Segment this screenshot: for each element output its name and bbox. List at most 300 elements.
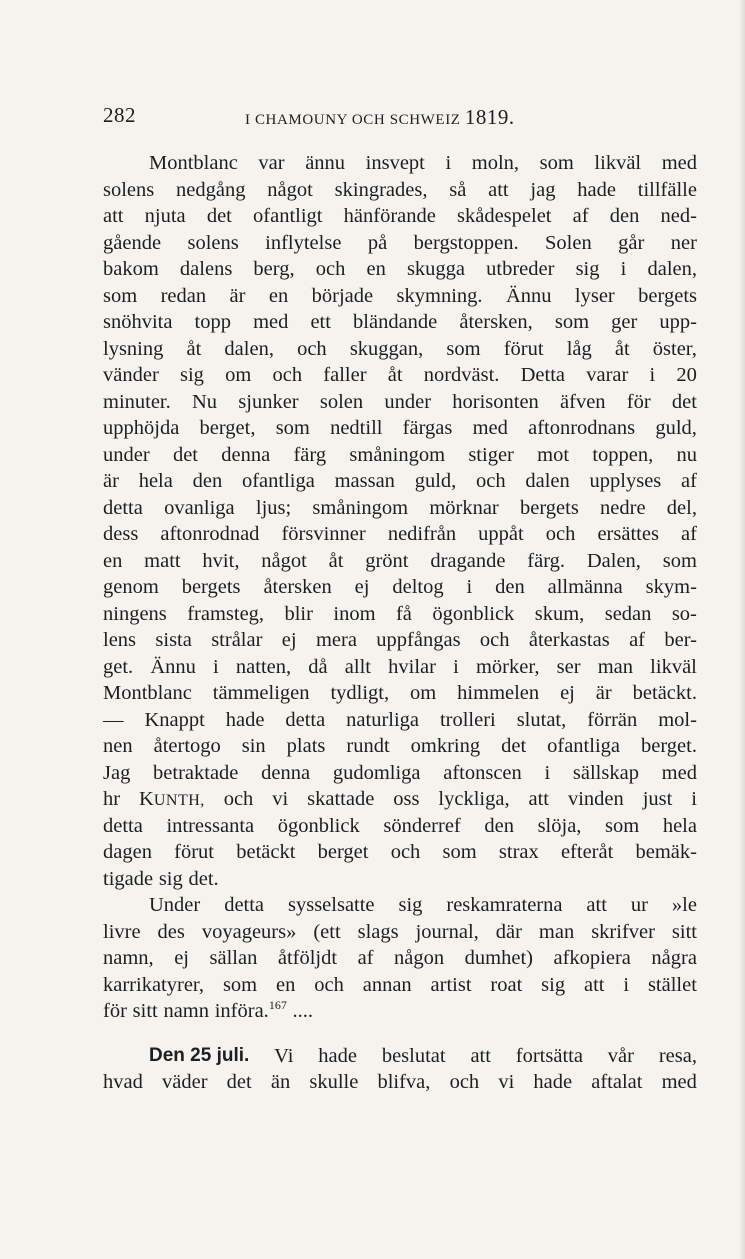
word: sig (541, 973, 566, 996)
word: livre (103, 920, 141, 943)
word: bemäk- (635, 841, 697, 863)
name-rest: UNTH, (153, 792, 205, 809)
page-header (103, 103, 697, 133)
word: del, (666, 496, 697, 519)
word: slags (357, 920, 399, 943)
word: vår (607, 1044, 634, 1067)
word: i (620, 258, 627, 280)
word: med (661, 1071, 697, 1093)
word: berg, (253, 258, 295, 280)
word: något (267, 178, 313, 201)
word: lens (103, 629, 137, 651)
word: upp- (659, 311, 697, 333)
word: gående (103, 231, 162, 254)
word: mol- (658, 708, 697, 731)
word: hade (225, 708, 265, 731)
word: bergets (638, 284, 697, 307)
word: nedgång (176, 178, 246, 201)
word: journal, (415, 920, 479, 943)
word: grönt (365, 549, 409, 572)
word: roat (490, 973, 523, 996)
word: att (103, 205, 124, 227)
word: aftonrodnad (160, 523, 260, 545)
word: bländande (353, 311, 438, 333)
word: Montblanc (149, 152, 238, 174)
word: någon (394, 947, 445, 969)
word: som (662, 549, 697, 572)
word: Jag (103, 761, 131, 784)
word: genom (103, 576, 159, 598)
word: en (268, 284, 289, 307)
word: skrifver (591, 920, 655, 943)
word: försvinner (281, 523, 366, 545)
word: nordväst. (423, 364, 500, 386)
word: där (495, 920, 522, 943)
word: sista (155, 629, 192, 651)
word: skattade (307, 788, 375, 810)
word: är (595, 682, 612, 704)
word: ser (556, 655, 581, 678)
word: som (222, 973, 258, 996)
word: skådespelet (457, 205, 552, 227)
text-line (103, 309, 697, 336)
word: beslutat (381, 1044, 446, 1067)
word: att (528, 788, 550, 810)
word: upplyses (589, 470, 662, 492)
word: och (223, 788, 254, 810)
word: att (586, 894, 607, 916)
word: detta (285, 708, 326, 731)
word: betäckt. (632, 682, 697, 704)
text-line (103, 389, 697, 416)
word: insvept (365, 152, 425, 174)
word: bergstoppen. (413, 231, 519, 254)
word: ner (670, 231, 697, 254)
word: Nu (191, 390, 218, 413)
word: återtogo (153, 735, 221, 757)
word: solens (187, 231, 239, 254)
word: som (103, 284, 138, 307)
text-line (103, 998, 697, 1025)
word: just (642, 788, 673, 810)
word: dess (103, 523, 139, 545)
entry-date: Den 25 juli. (149, 1044, 250, 1066)
text-line (103, 415, 697, 442)
word: går (618, 231, 645, 254)
word: Ännu (505, 284, 552, 307)
text-line (103, 203, 697, 230)
word: sin (241, 735, 266, 757)
text-line (103, 521, 697, 548)
text-line (103, 786, 697, 813)
word: i (691, 788, 697, 810)
word: ofantliga (547, 735, 620, 757)
word: i (213, 655, 219, 678)
word: skymning. (396, 284, 483, 307)
word: mörknar (429, 496, 499, 519)
word: för (103, 1000, 127, 1022)
word: varar (586, 364, 629, 386)
text-line (103, 892, 697, 919)
word: det (226, 1071, 252, 1093)
word: det. (188, 867, 219, 890)
word: voyageurs» (201, 920, 297, 943)
word: skym- (645, 576, 697, 598)
word: jag (530, 178, 556, 201)
word: »le (671, 894, 697, 916)
word: oss (393, 788, 420, 810)
word: likväl (650, 655, 697, 678)
word: artist (430, 973, 472, 996)
word: med (661, 761, 697, 784)
word: guld, (414, 470, 457, 492)
word: skugga (406, 258, 466, 280)
word: berget (317, 841, 369, 863)
word: denna (261, 761, 311, 784)
word: likväl (594, 152, 642, 174)
word: af (681, 470, 697, 492)
word: sig (158, 867, 183, 890)
word: som (605, 814, 640, 837)
word: horisonten (452, 390, 539, 413)
text-line (103, 866, 697, 893)
word: detta (103, 496, 143, 519)
word: ett (310, 311, 331, 333)
word: ur (630, 894, 648, 916)
word: mot (537, 443, 570, 466)
word: under (103, 443, 150, 466)
word: allt (344, 655, 371, 678)
word: ej (560, 682, 575, 704)
word: och (449, 1071, 480, 1093)
word: sig (179, 364, 204, 386)
word: minuter. (103, 390, 171, 413)
word: färgas (402, 417, 453, 439)
word: so- (671, 602, 697, 625)
text-line (103, 733, 697, 760)
text-line (103, 760, 697, 787)
word: Solen (545, 231, 592, 254)
word: omkring (410, 735, 481, 757)
word: sällan (209, 947, 258, 969)
word: en (103, 549, 123, 572)
word: bergets (519, 496, 579, 519)
word: vänder (103, 364, 159, 386)
word: äfven (560, 390, 606, 413)
word: sitt (671, 920, 697, 943)
word: återsken (263, 576, 332, 598)
word: dumhet) (464, 947, 533, 969)
word: öster, (652, 337, 697, 360)
word: något (261, 549, 307, 572)
word: under (384, 390, 432, 413)
page-number: 282 (103, 103, 136, 127)
word: återsken, (459, 311, 533, 333)
word: skulle (309, 1071, 359, 1093)
word: att (470, 1044, 491, 1067)
word: ögonblick (432, 602, 515, 625)
word: njuta (144, 205, 186, 227)
word: upphöjda (103, 417, 180, 439)
word: den (192, 470, 223, 492)
word: solen (319, 390, 364, 413)
word: namn (163, 1000, 209, 1022)
word: och (545, 523, 576, 545)
word: skum, (534, 602, 585, 625)
word: allmänna (547, 576, 623, 598)
word: uppfångas (376, 629, 461, 651)
word: som (442, 841, 477, 863)
word: hade (318, 1044, 357, 1067)
word: småningom (349, 443, 446, 466)
word: ej (174, 947, 189, 969)
word: resa, (658, 1044, 697, 1067)
word: åt (614, 337, 630, 360)
word: sällskap (572, 761, 639, 784)
word: trolleri (439, 708, 496, 731)
ellipsis: .... (292, 1000, 314, 1022)
word: Ännu (150, 655, 196, 678)
word: ögonblick (277, 814, 360, 837)
word: af (681, 523, 697, 545)
word: blifva, (377, 1071, 431, 1093)
text-line (103, 945, 697, 972)
word: hade (577, 178, 616, 201)
word: i (466, 576, 473, 598)
word: massan (334, 470, 395, 492)
word: är (229, 284, 246, 307)
word: hvit, (202, 549, 240, 572)
word: tämmeligen (212, 682, 310, 704)
word: tydligt, (330, 682, 390, 704)
word: man (538, 920, 575, 943)
word: moln, (471, 152, 520, 174)
word: sig (398, 894, 423, 916)
text-line (103, 495, 697, 522)
word: redan (160, 284, 207, 307)
word: det (206, 205, 232, 227)
word: nu (676, 443, 697, 466)
word: dragande (430, 549, 506, 572)
word: hela (138, 470, 173, 492)
word: vinden (567, 788, 624, 810)
word: att (488, 178, 509, 201)
word: skingrades, (334, 178, 428, 201)
word: och (390, 841, 421, 863)
word: hr (103, 788, 121, 810)
word: låg (566, 337, 592, 360)
word: det (501, 735, 527, 757)
word: nen (103, 735, 133, 757)
word: Dalen, (586, 549, 641, 572)
word: i (453, 655, 459, 678)
word: 20 (676, 364, 697, 386)
word: dalen, (647, 258, 697, 280)
word: i (623, 973, 630, 996)
text-line (103, 654, 697, 681)
word: utbreder (486, 258, 555, 280)
word: färg. (527, 549, 566, 572)
word: åtföljdt (277, 947, 338, 969)
word: dalen, (224, 337, 274, 360)
word: slutat, (516, 708, 567, 731)
word: ber- (664, 629, 697, 651)
word: berget, (199, 417, 256, 439)
word: förut (174, 841, 215, 863)
word: som (554, 311, 590, 333)
word: efteråt (560, 841, 614, 863)
word: med (472, 417, 508, 439)
word: Vi (274, 1044, 294, 1067)
word: namn, (103, 947, 154, 969)
footnote-reference: 167 (268, 998, 287, 1013)
text-line (103, 230, 697, 257)
word: åt (387, 364, 403, 386)
word: var (258, 152, 285, 174)
word: sysselsatte (287, 894, 375, 916)
word: slöja, (537, 814, 582, 837)
word: uppåt (478, 523, 524, 545)
word: sitt (132, 1000, 158, 1022)
word: sedan (604, 602, 652, 625)
text-line (103, 362, 697, 389)
name-initial: K (139, 788, 154, 810)
text-line (103, 813, 697, 840)
word: hvad (103, 1071, 143, 1093)
word: förrän (587, 708, 638, 731)
word: hvilar (388, 655, 436, 678)
word: toppen, (592, 443, 654, 466)
word: några (651, 947, 697, 969)
word: väder (162, 1071, 208, 1093)
word: åt (186, 337, 202, 360)
word: ljus; (255, 496, 292, 519)
word: och (476, 470, 506, 492)
word: ger (611, 311, 638, 333)
word: intressanta (166, 814, 255, 837)
word: ej (354, 576, 370, 598)
word: inom (333, 602, 376, 625)
word: tigade (103, 867, 154, 890)
word: guld, (655, 417, 697, 439)
word: den (495, 576, 525, 598)
word: mörker, (475, 655, 540, 678)
word: reskamraterna (446, 894, 563, 916)
text-line (103, 627, 697, 654)
word: började (311, 284, 374, 307)
word: nedtill (330, 417, 383, 439)
word: afkopiera (553, 947, 631, 969)
word: sig (575, 258, 600, 280)
word: ned- (660, 205, 697, 227)
word: om (410, 682, 437, 704)
word: annan (362, 973, 412, 996)
running-title-year: 1819. (464, 105, 515, 129)
word: en (366, 258, 386, 280)
text-line (103, 919, 697, 946)
text-line (103, 283, 697, 310)
text-line (103, 177, 697, 204)
text-line (103, 972, 697, 999)
text-line (103, 336, 697, 363)
word: stället (647, 973, 697, 996)
word: med (253, 311, 289, 333)
word: Montblanc (103, 682, 192, 704)
word: att (583, 973, 605, 996)
word: den (484, 814, 514, 837)
word: som (539, 152, 574, 174)
word: nedre (600, 496, 646, 519)
word: och (479, 629, 510, 651)
word: karrikatyrer, (103, 973, 205, 996)
word: aftonscen (443, 761, 522, 784)
paragraph-gap (103, 1025, 697, 1043)
word: betäckt (236, 841, 296, 863)
word: bakom (103, 258, 159, 280)
word: framsteg, (187, 602, 265, 625)
word: sjunker (238, 390, 299, 413)
running-title (245, 105, 515, 130)
word: berget. (640, 735, 697, 757)
word: få (395, 602, 412, 625)
word: lyckliga, (438, 788, 510, 810)
word: aftalat (591, 1071, 643, 1093)
word: topp (194, 311, 231, 333)
text-line (103, 256, 697, 283)
word: des (157, 920, 185, 943)
word: återkastas (528, 629, 610, 651)
word: natten, (235, 655, 292, 678)
word: blir (284, 602, 313, 625)
word: ofantligt (253, 205, 323, 227)
word: deltog (392, 576, 444, 598)
word: den (609, 205, 640, 227)
word: hänförande (343, 205, 436, 227)
word: det (671, 390, 697, 413)
word: och (314, 973, 344, 996)
word: i (649, 364, 656, 386)
word: skuggan, (349, 337, 424, 360)
word: fortsätta (515, 1044, 583, 1067)
word: tillfälle (637, 178, 697, 201)
word: än (270, 1071, 291, 1093)
word: småningom (312, 496, 409, 519)
word: sönderref (383, 814, 461, 837)
word: himmelen (457, 682, 540, 704)
word: strax (498, 841, 539, 863)
word: då (308, 655, 328, 678)
word: detta (224, 894, 265, 916)
word: Under (149, 894, 201, 916)
word: snöhvita (103, 311, 173, 333)
word: nedifrån (387, 523, 457, 545)
word: om (225, 364, 252, 386)
word: förut (503, 337, 544, 360)
word: betraktade (153, 761, 239, 784)
text-line (103, 839, 697, 866)
word: strålar (211, 629, 263, 651)
word: ännu (305, 152, 346, 174)
word: af (572, 205, 589, 227)
word: så (449, 178, 467, 201)
word: en (276, 973, 296, 996)
word: mera (315, 629, 357, 651)
running-title-text: I CHAMOUNY OCH SCHWEIZ (245, 112, 461, 128)
word: aftonrodnans (528, 417, 636, 439)
word: och (297, 337, 327, 360)
word: vi (498, 1071, 515, 1093)
word: rundt (346, 735, 390, 757)
